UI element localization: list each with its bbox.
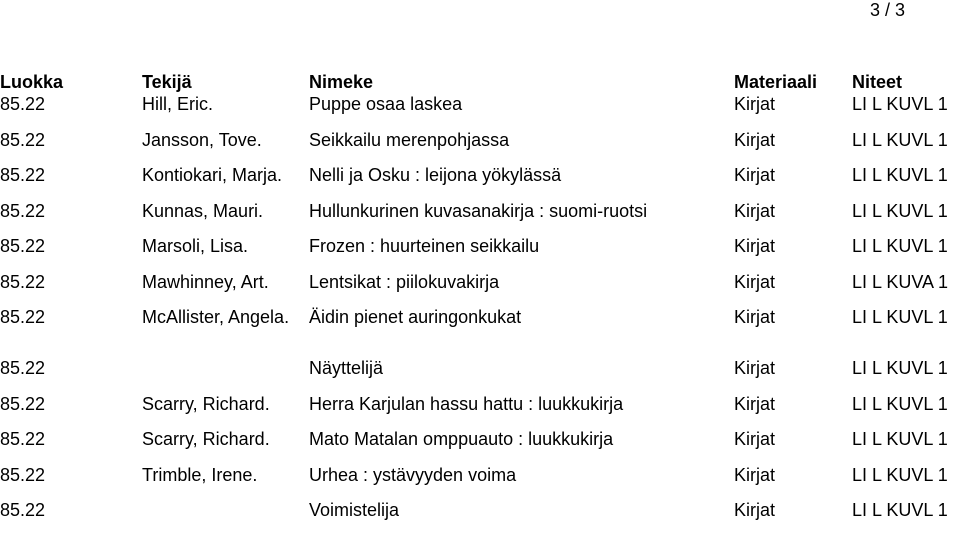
cell-nimeke: Voimistelija	[309, 500, 400, 520]
cell-tekija: Jansson, Tove.	[142, 129, 262, 150]
cell-nimeke: Näyttelijä	[309, 358, 384, 378]
cell-tekija: Scarry, Richard.	[142, 393, 270, 414]
cell-niteet: LI L KUVL 1	[852, 429, 948, 449]
cell-tekija: Mawhinney, Art.	[142, 271, 269, 292]
cell-tekija	[142, 499, 309, 535]
cell-tekija: Marsoli, Lisa.	[142, 236, 249, 256]
cell-luokka: 85.22	[0, 500, 46, 520]
table-row	[0, 164, 960, 200]
cell-niteet: LI L KUVL 1	[852, 307, 948, 327]
cell-materiaali: Kirjat	[734, 271, 776, 292]
cell-niteet: LI L KUVL 1	[852, 236, 948, 256]
cell-materiaali: Kirjat	[734, 358, 776, 378]
cell-niteet: LI L KUVL 1	[852, 200, 948, 221]
cell-niteet: LI L KUVL 1	[852, 358, 948, 378]
cell-nimeke: Puppe osaa laskea	[309, 94, 463, 114]
cell-materiaali: Kirjat	[734, 129, 776, 150]
cell-materiaali: Kirjat	[734, 500, 776, 520]
cell-materiaali: Kirjat	[734, 393, 776, 414]
cell-luokka: 85.22	[0, 358, 46, 378]
cell-luokka: 85.22	[0, 200, 46, 221]
cell-niteet: LI L KUVL 1	[852, 129, 948, 150]
table-row	[0, 235, 960, 271]
cell-niteet: LI L KUVL 1	[852, 393, 948, 414]
header-materiaali: Materiaali	[734, 72, 818, 92]
cell-tekija: Kunnas, Mauri.	[142, 200, 264, 221]
table-row	[0, 129, 960, 165]
table-row	[0, 357, 960, 393]
cell-luokka: 85.22	[0, 393, 46, 414]
table-row	[0, 428, 960, 464]
cell-tekija: Hill, Eric.	[142, 94, 213, 114]
cell-nimeke: Seikkailu merenpohjassa	[309, 129, 510, 150]
cell-tekija: Scarry, Richard.	[142, 429, 270, 449]
cell-luokka: 85.22	[0, 307, 46, 327]
cell-luokka: 85.22	[0, 271, 46, 292]
cell-luokka: 85.22	[0, 129, 46, 150]
table-row	[0, 93, 960, 129]
cell-materiaali: Kirjat	[734, 464, 776, 485]
cell-nimeke: Nelli ja Osku : leijona yökylässä	[309, 165, 562, 185]
cell-niteet: LI L KUVA 1	[852, 271, 949, 292]
cell-nimeke: Urhea : ystävyyden voima	[309, 464, 517, 485]
cell-nimeke: Frozen : huurteinen seikkailu	[309, 236, 540, 256]
table-row	[0, 306, 960, 357]
cell-tekija: McAllister, Angela.	[142, 307, 290, 327]
cell-tekija: Trimble, Irene.	[142, 464, 258, 485]
header-nimeke: Nimeke	[309, 72, 374, 92]
cell-materiaali: Kirjat	[734, 165, 776, 185]
header-niteet: Niteet	[852, 72, 903, 92]
cell-luokka: 85.22	[0, 464, 46, 485]
header-tekija: Tekijä	[142, 72, 192, 92]
cell-tekija: Kontiokari, Marja.	[142, 165, 283, 185]
table-row	[0, 271, 960, 307]
page-number: 3 / 3	[869, 0, 905, 20]
cell-tekija	[142, 357, 309, 393]
cell-niteet: LI L KUVL 1	[852, 165, 948, 185]
cell-materiaali: Kirjat	[734, 307, 776, 327]
header-luokka: Luokka	[0, 72, 64, 92]
cell-nimeke: Mato Matalan omppuauto : luukkukirja	[309, 429, 614, 449]
cell-materiaali: Kirjat	[734, 94, 776, 114]
cell-nimeke: Lentsikat : piilokuvakirja	[309, 271, 500, 292]
cell-nimeke: Herra Karjulan hassu hattu : luukkukirja	[309, 393, 624, 414]
cell-luokka: 85.22	[0, 429, 46, 449]
cell-materiaali: Kirjat	[734, 236, 776, 256]
cell-nimeke: Hullunkurinen kuvasanakirja : suomi-ruotsi	[309, 200, 648, 221]
cell-materiaali: Kirjat	[734, 200, 776, 221]
cell-materiaali: Kirjat	[734, 429, 776, 449]
table-row	[0, 464, 960, 500]
cell-niteet: LI L KUVL 1	[852, 464, 948, 485]
cell-luokka: 85.22	[0, 165, 46, 185]
cell-niteet: LI L KUVL 1	[852, 500, 948, 520]
catalog-table	[0, 71, 960, 535]
cell-luokka: 85.22	[0, 94, 46, 114]
cell-luokka: 85.22	[0, 236, 46, 256]
table-row	[0, 393, 960, 429]
table-row	[0, 499, 960, 535]
table-row	[0, 200, 960, 236]
table-header-row	[0, 71, 960, 93]
cell-niteet: LI L KUVL 1	[852, 94, 948, 114]
cell-nimeke: Äidin pienet auringonkukat	[309, 307, 522, 327]
